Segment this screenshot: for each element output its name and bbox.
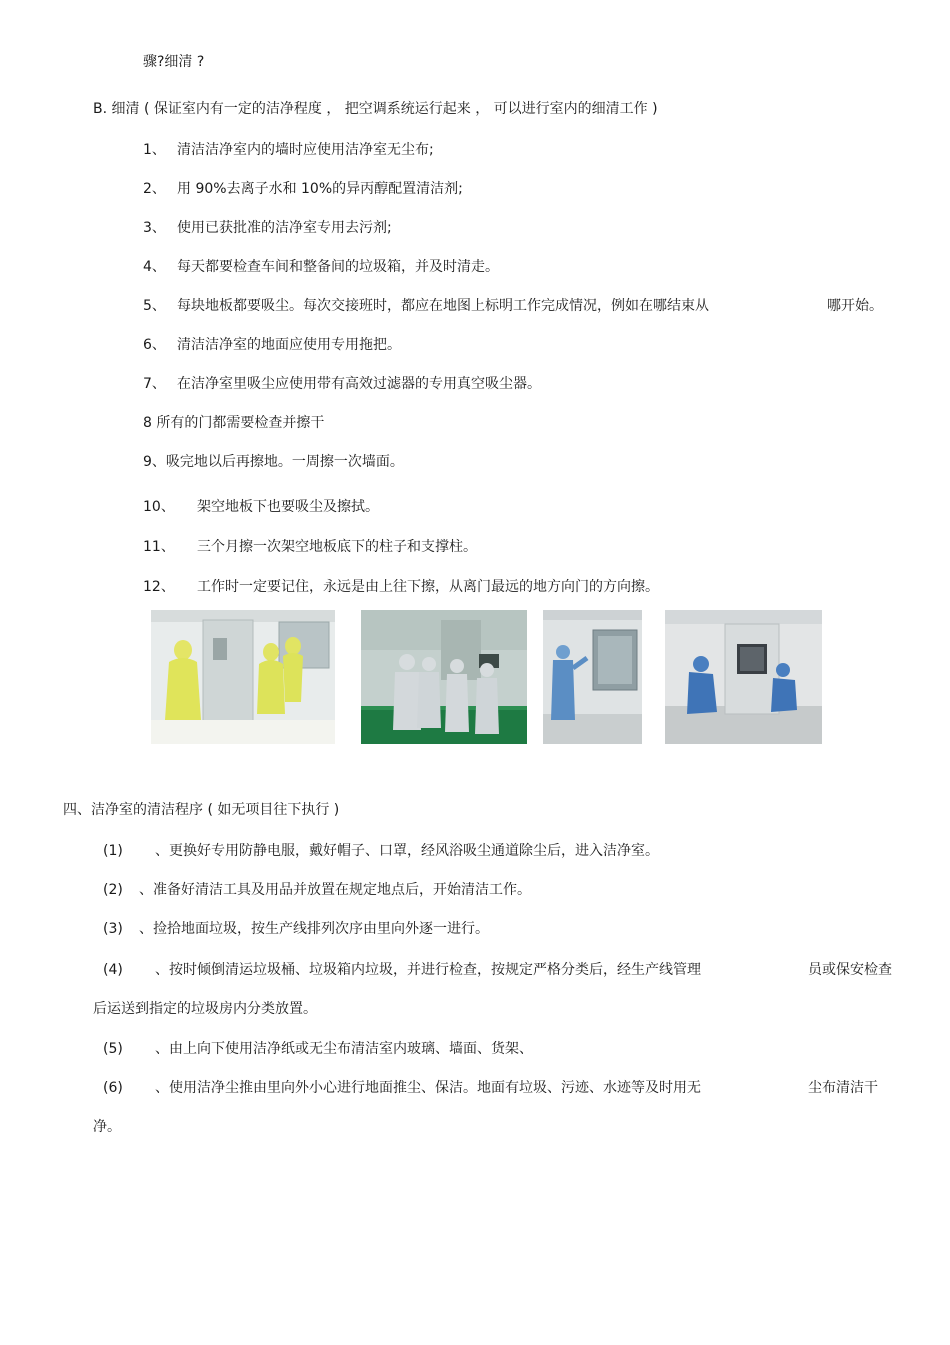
item-text: 、由上向下使用洁净纸或无尘布清洁室内玻璃、墙面、货架、 <box>155 1041 533 1057</box>
item-number: 10、 <box>143 499 175 515</box>
item-text: 、准备好清洁工具及用品并放置在规定地点后，开始清洁工作。 <box>139 882 531 898</box>
list-item <box>143 452 404 472</box>
item-number: 12、 <box>143 579 175 595</box>
item-number: (4) <box>103 962 123 978</box>
list-item <box>143 374 541 394</box>
cleanroom-photo-group <box>361 610 527 744</box>
list-item <box>143 140 434 160</box>
list-item <box>103 1039 533 1059</box>
list-item <box>103 880 531 900</box>
item-text: 、使用洁净尘推由里向外小心进行地面推尘、保洁。地面有垃圾、污迹、水迹等及时用无 <box>155 1080 701 1096</box>
cleanroom-photo-window-wipe <box>543 610 642 744</box>
section-4-heading: 四、洁净室的清洁程序 ( 如无项目往下执行 ) <box>63 802 340 818</box>
item-text: 8 所有的门都需要检查并擦干 <box>143 415 325 431</box>
top-fragment-text: 骤?细清 ? <box>143 54 205 70</box>
list-item <box>103 1078 701 1098</box>
item-text-wrap: 净。 <box>93 1119 121 1135</box>
item-text: 清洁洁净室内的墙时应使用洁净室无尘布; <box>177 142 434 158</box>
item-number: 6、 <box>143 337 166 353</box>
item-text: 、捡拾地面垃圾，按生产线排列次序由里向外逐一进行。 <box>139 921 489 937</box>
item-text: 工作时一定要记住，永远是由上往下擦，从离门最远的地方向门的方向擦。 <box>197 579 659 595</box>
list-item <box>143 218 392 238</box>
item-text: 每天都要检查车间和整备间的垃圾箱，并及时清走。 <box>177 259 499 275</box>
item-text-wrap: 后运送到指定的垃圾房内分类放置。 <box>93 1001 317 1017</box>
item-number: 4、 <box>143 259 166 275</box>
item-number: (1) <box>103 843 123 859</box>
item-text: 架空地板下也要吸尘及擦拭。 <box>197 499 379 515</box>
list-item <box>143 335 401 355</box>
cleanroom-photo-yellow-suits <box>151 610 335 744</box>
item-text-continued: 员或保安检查 <box>808 962 892 978</box>
item-number: 1、 <box>143 142 166 158</box>
item-number: (2) <box>103 882 123 898</box>
item-text-continued: 尘布清洁干 <box>808 1080 878 1096</box>
list-item <box>143 296 709 316</box>
item-text: 9、吸完地以后再擦地。一周擦一次墙面。 <box>143 454 404 470</box>
item-number: (3) <box>103 921 123 937</box>
item-text: 、按时倾倒清运垃圾桶、垃圾箱内垃圾，并进行检查，按规定严格分类后，经生产线管理 <box>155 962 701 978</box>
item-text: 在洁净室里吸尘应使用带有高效过滤器的专用真空吸尘器。 <box>177 376 541 392</box>
list-item <box>103 841 659 861</box>
cleanroom-photo-floor-clean <box>665 610 822 744</box>
section-b-heading: B. 细清 ( 保证室内有一定的洁净程度 ， 把空调系统运行起来 ， 可以进行室内的细清工作 ) <box>93 101 658 117</box>
item-text: 使用已获批准的洁净室专用去污剂; <box>177 220 392 236</box>
item-number: 7、 <box>143 376 166 392</box>
item-number: (6) <box>103 1080 123 1096</box>
item-text: 清洁洁净室的地面应使用专用拖把。 <box>177 337 401 353</box>
cleanroom-photo-strip <box>150 610 822 744</box>
list-item <box>143 413 324 433</box>
list-item <box>143 577 659 597</box>
item-number: (5) <box>103 1041 123 1057</box>
item-text: 、更换好专用防静电服，戴好帽子、口罩，经风浴吸尘通道除尘后，进入洁净室。 <box>155 843 659 859</box>
item-text: 每块地板都要吸尘。每次交接班时，都应在地图上标明工作完成情况，例如在哪结束从 <box>177 298 709 314</box>
item-number: 2、 <box>143 181 166 197</box>
list-item <box>143 257 499 277</box>
item-text: 三个月擦一次架空地板底下的柱子和支撑柱。 <box>197 539 477 555</box>
item-text: 用 90%去离子水和 10%的异丙醇配置清洁剂; <box>177 181 463 197</box>
list-item <box>143 497 379 517</box>
list-item <box>143 179 463 199</box>
item-number: 11、 <box>143 539 175 555</box>
item-number: 3、 <box>143 220 166 236</box>
item-text-continued: 哪开始。 <box>827 298 883 314</box>
list-item <box>143 537 477 557</box>
item-number: 5、 <box>143 298 166 314</box>
list-item <box>103 919 489 939</box>
list-item <box>103 960 701 980</box>
